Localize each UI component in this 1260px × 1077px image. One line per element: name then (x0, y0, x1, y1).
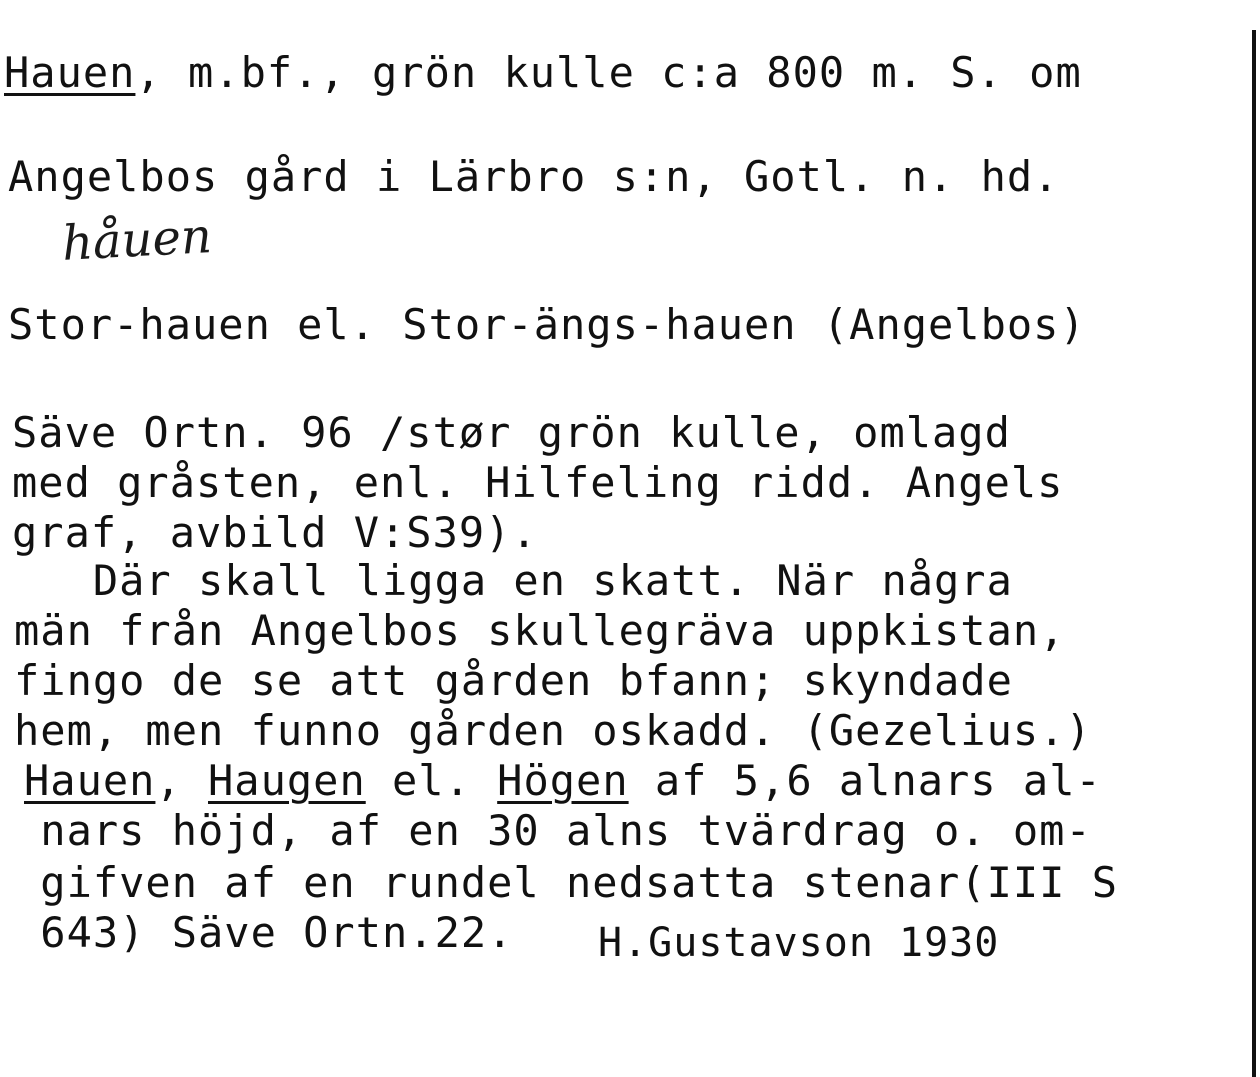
description-line: nars höjd, af en 30 alns tvärdrag o. om- (14, 806, 1092, 855)
location-line: Angelbos gård i Lärbro s:n, Gotl. n. hd. (8, 152, 1060, 201)
entry-line (4, 48, 1082, 98)
legend-line: fingo de se att gården bfann; skyndade (14, 656, 1013, 705)
separator: , (155, 756, 209, 805)
source-line: med gråsten, enl. Hilfeling ridd. Angels (12, 458, 1064, 507)
name-form-hogen: Högen (497, 756, 629, 805)
name-form-haugen: Haugen (208, 756, 366, 805)
description-line: gifven af en rundel nedsatta stenar(III S (14, 858, 1119, 907)
source-line: Säve Ortn. 96 /stør grön kulle, omlagd (12, 408, 1011, 457)
separator: el. (365, 756, 498, 805)
handwritten-pronunciation: håuen (60, 208, 214, 272)
name-form-hauen: Hauen (24, 756, 156, 805)
headword: Hauen (4, 48, 136, 97)
description-text: af 5,6 alnars al- (628, 756, 1102, 805)
collector-signature: H.Gustavson 1930 (598, 920, 1000, 966)
legend-line: män från Angelbos skullegräva uppkistan, (14, 606, 1066, 655)
legend-line: Där skall ligga en skatt. När några (14, 556, 1013, 605)
card-edge (1252, 30, 1256, 1077)
description-line: 643) Säve Ortn.22. (14, 908, 514, 957)
entry-definition: , m.bf., grön kulle c:a 800 m. S. om (135, 48, 1082, 97)
source-line: graf, avbild V:S39). (12, 508, 538, 557)
legend-line: hem, men funno gården oskadd. (Gezelius.) (14, 706, 1092, 755)
description-line (24, 756, 1102, 806)
variant-names-line: Stor-hauen el. Stor-ängs-hauen (Angelbos) (8, 300, 1086, 349)
